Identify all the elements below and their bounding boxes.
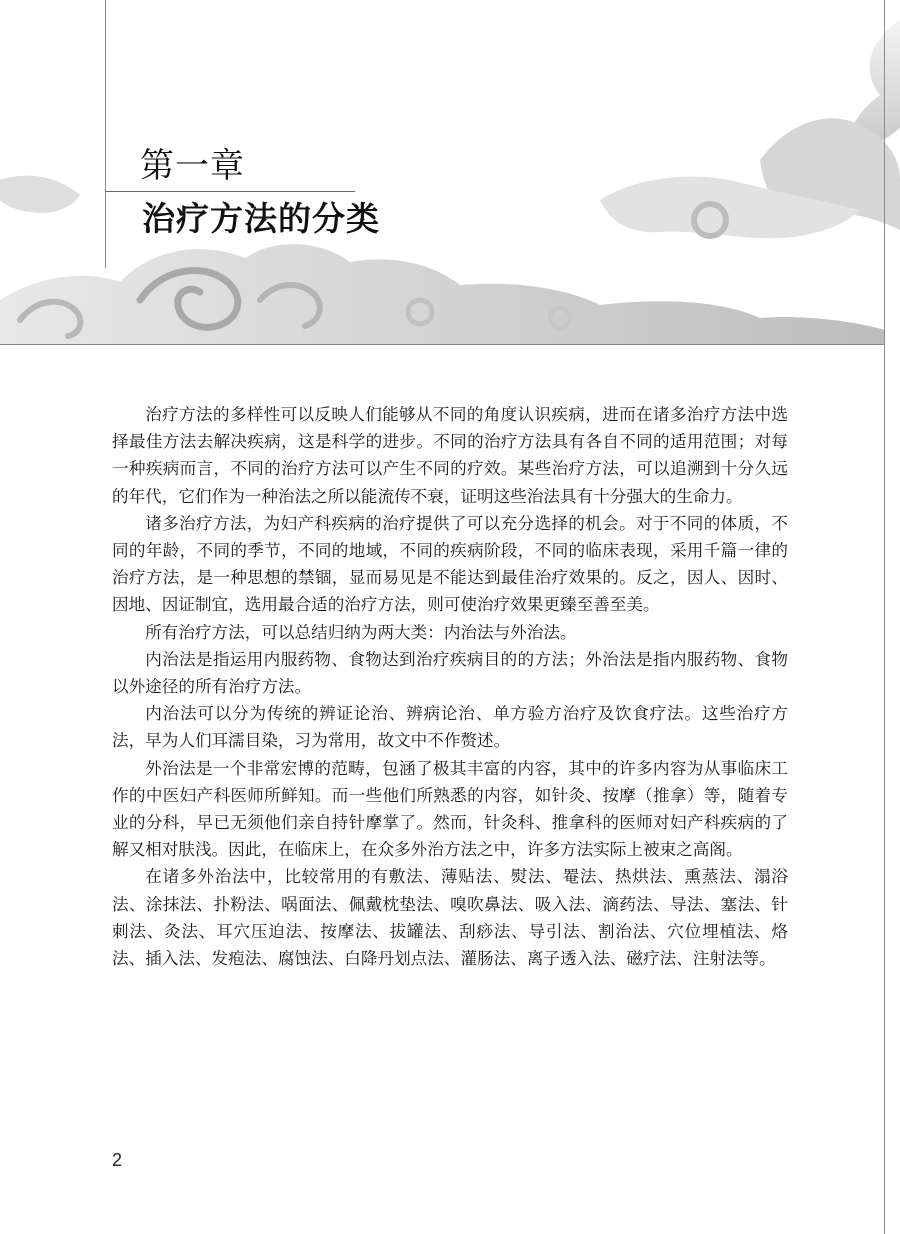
chapter-title: 治疗方法的分类	[142, 199, 380, 238]
paragraph: 在诸多外治法中，比较常用的有敷法、薄贴法、熨法、罨法、热烘法、熏蒸法、溻浴法、涂抹法、扑粉法、㖞面法、佩戴枕垫法、嗅吹鼻法、吸入法、滴药法、导法、塞法、针刺法、灸法、耳穴压迫法、按摩法、拔罐法、刮痧法、导引法、割治法、穴位埋植法、烙法、插入法、发疱法、腐蚀法、白降丹划点法、灌肠法、离子透入法、磁疗法、注射法等。	[112, 867, 788, 969]
cloud-ornament-header	[0, 0, 900, 345]
page-number: 2	[112, 1150, 123, 1170]
header-rule	[0, 344, 885, 345]
paragraph: 诸多治疗方法，为妇产科疾病的治疗提供了可以充分选择的机会。对于不同的体质，不同的年龄，不同的季节，不同的地域，不同的疾病阶段，不同的临床表现，采用千篇一律的治疗方法，是一种思想的禁锢，显而易见是不能达到最佳治疗效果的。反之，因人、因时、因地、因证制宜，选用最合适的治疗方法，则可使治疗效果更臻至善至美。	[112, 513, 788, 615]
paragraph: 治疗方法的多样性可以反映人们能够从不同的角度认识疾病，进而在诸多治疗方法中选择最佳方法去解决疾病，这是科学的进步。不同的治疗方法具有各自不同的适用范围；对每一种疾病而言，不同的治疗方法可以产生不同的疗效。某些治疗方法，可以追溯到十分久远的年代，它们作为一种治法之所以能流传不衰，证明这些治法具有十分强大的生命力。	[112, 405, 788, 506]
cloud-swirl-left	[0, 176, 80, 213]
chapter-number: 第一章	[140, 146, 245, 186]
paragraph: 内治法可以分为传统的辨证论治、辨病论治、单方验方治疗及饮食疗法。这些治疗方法，早为人们耳濡目染，习为常用，故文中不作赘述。	[112, 704, 788, 751]
paragraph: 外治法是一个非常宏博的范畴，包涵了极其丰富的内容，其中的许多内容为从事临床工作的中医妇产科医师所鲜知。而一些他们所熟悉的内容，如针灸、按摩（推拿）等，随着专业的分科，早已无须他们亲自持针摩掌了。然而，针灸科、推拿科的医师对妇产科疾病的了解又相对肤浅。因此，在临床上，在众多外治方法之中，许多方法实际上被束之高阁。	[112, 758, 788, 860]
body-text	[112, 401, 788, 972]
paragraph: 内治法是指运用内服药物、食物达到治疗疾病目的的方法；外治法是指内服药物、食物以外途径的所有治疗方法。	[112, 649, 788, 697]
left-margin-rule	[105, 0, 106, 268]
paragraph: 所有治疗方法，可以总结归纳为两大类：内治法与外治法。	[145, 622, 577, 642]
right-margin-rule	[884, 0, 885, 1234]
chapter-divider	[105, 191, 355, 192]
cloud-band-bottom	[0, 244, 885, 344]
